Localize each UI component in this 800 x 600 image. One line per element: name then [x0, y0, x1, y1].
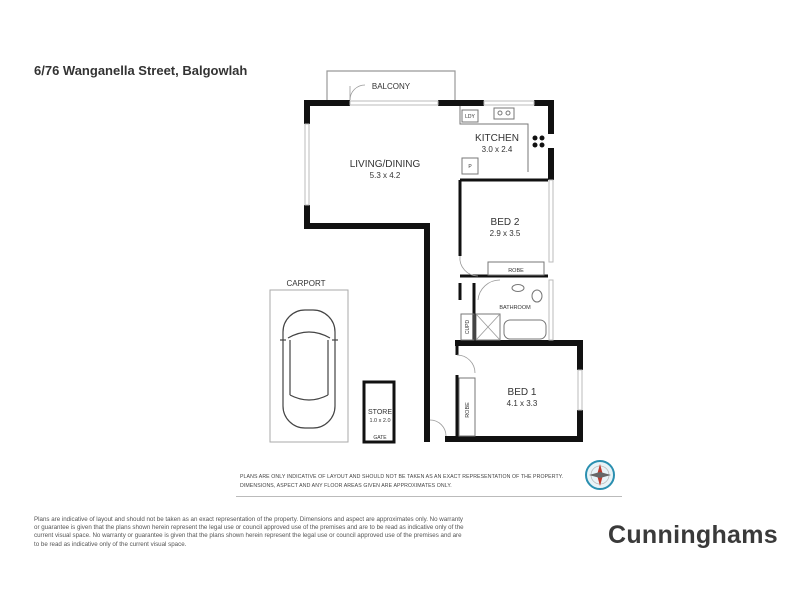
store-size: 1.0 x 2.0 — [369, 418, 391, 424]
pantry-label: P — [468, 164, 472, 170]
gate-label: GATE — [373, 435, 387, 441]
kitchen-size: 3.0 x 2.4 — [481, 145, 513, 154]
store — [364, 382, 394, 442]
main-disclaimer: Plans are indicative of layout and should not be taken as an exact representation of the property. Dimensions and aspect are approximates only. No warranty or guarantee is given that the plans shown herein represent the legal use or council approved use of the premises and are to be read as indicative only of the current visual space. No warranty or guarantee is given that the plans shown herein represent the legal use or council approved use of the premises and are to be read as indicative only of the current visual space. — [34, 516, 464, 548]
bed2-robe-label: ROBE — [508, 268, 524, 274]
brand-logo: Cunninghams — [608, 521, 778, 549]
laundry-label: LDY — [465, 114, 475, 120]
bathroom-label: BATHROOM — [499, 305, 531, 311]
store-label: STORE — [368, 409, 392, 416]
compass-icon — [586, 461, 614, 489]
windows — [305, 101, 582, 410]
bed2-label: BED 2 — [490, 217, 520, 228]
car-icon — [280, 310, 338, 428]
plan-disclaimer: PLANS ARE ONLY INDICATIVE OF LAYOUT AND SHOULD NOT BE TAKEN AS AN EXACT REPRESENTATION OF THE PROPERTY. DIMENSIONS, ASPECT AND ANY FLOOR AREAS GIVEN ARE APPROXIMATES ONLY. — [240, 474, 564, 489]
bed1-label: BED 1 — [507, 387, 537, 398]
balcony-area — [327, 71, 455, 100]
carport-label: CARPORT — [286, 279, 326, 288]
cooktop-icon — [533, 136, 545, 148]
divider — [236, 496, 622, 497]
living-label: LIVING/DINING — [349, 159, 421, 170]
cupboard-label: CUPD — [465, 319, 471, 335]
living-size: 5.3 x 4.2 — [369, 171, 401, 180]
property-address: 6/76 Wanganella Street, Balgowlah — [34, 63, 248, 78]
bed2-size: 2.9 x 3.5 — [489, 229, 521, 238]
carport — [270, 279, 348, 442]
bed1-size: 4.1 x 3.3 — [506, 399, 538, 408]
balcony-label: BALCONY — [371, 82, 411, 91]
kitchen-label: KITCHEN — [475, 133, 519, 144]
bathroom — [476, 280, 546, 340]
bed1-robe-label: ROBE — [465, 402, 471, 418]
exterior-walls — [304, 100, 583, 442]
